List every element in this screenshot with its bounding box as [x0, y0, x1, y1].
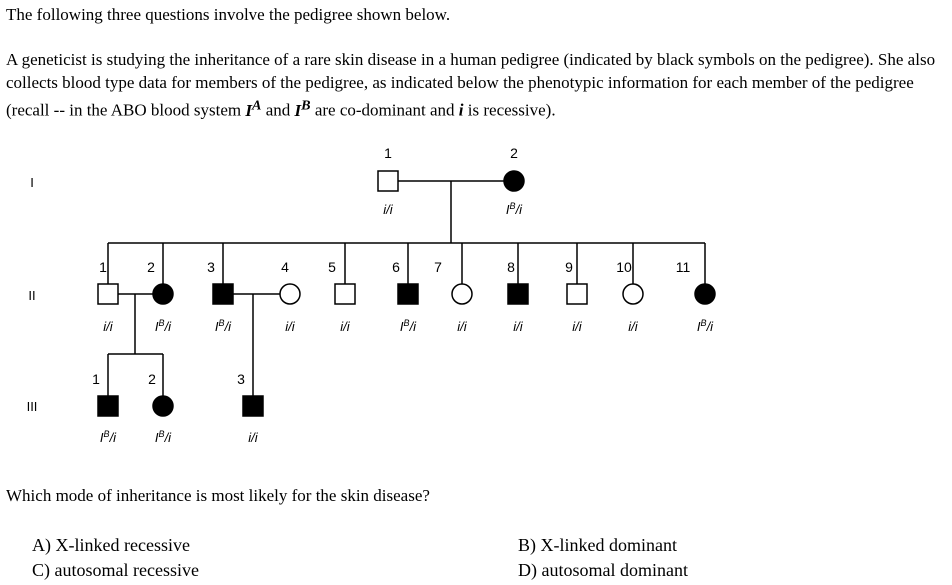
gen2-number-7: 7 — [434, 259, 442, 275]
gen2-number-1: 1 — [99, 259, 107, 275]
allele-i: i — [458, 100, 464, 120]
gen2-4-female-symbol — [280, 284, 300, 304]
choice-c: C) autosomal recessive — [32, 560, 199, 580]
paragraph-part1: A geneticist is studying the inheritance of a rare skin disease in a human pedigree (indicated by black symbols on the pedigree). She also collects blood type data for members of the pedigree, as indicated below the phenotypic information for each member of the pedigree (recall -- in the ABO blood system — [6, 50, 936, 120]
gen2-genotype-1: i/i — [103, 319, 113, 334]
gen3-2-female-symbol — [153, 396, 173, 416]
gen2-number-9: 9 — [565, 259, 573, 275]
gen2-genotype-5: i/i — [340, 319, 350, 334]
gen2-genotype-10: i/i — [628, 319, 638, 334]
gen2-3-male-symbol — [213, 284, 233, 304]
gen2-6-male-symbol — [398, 284, 418, 304]
paragraph-part2: are co-dominant and — [310, 100, 459, 120]
choice-d: D) autosomal dominant — [518, 560, 688, 580]
gen2-number-5: 5 — [328, 259, 336, 275]
gen2-10-female-symbol — [623, 284, 643, 304]
gen2-number-6: 6 — [392, 259, 400, 275]
gen3-1-male-symbol — [98, 396, 118, 416]
gen3-3-male-symbol — [243, 396, 263, 416]
gen2-9-male-symbol — [567, 284, 587, 304]
gen2-number-2: 2 — [147, 259, 155, 275]
gen2-number-10: 10 — [616, 259, 632, 275]
gen1-number-2: 2 — [510, 145, 518, 161]
gen3-genotype-2: $I^B/i$ — [154, 429, 172, 445]
gen2-8-male-symbol — [508, 284, 528, 304]
choice-a: A) X-linked recessive — [32, 535, 190, 555]
gen2-genotype-6: $I^B/i$ — [399, 318, 417, 334]
choice-b: B) X-linked dominant — [518, 535, 677, 555]
gen3-genotype-1: $I^B/i$ — [99, 429, 117, 445]
gen3-number-2: 2 — [148, 371, 156, 387]
gen3-genotype-3: i/i — [248, 430, 258, 445]
problem-paragraph — [6, 48, 946, 122]
gen2-5-male-symbol — [335, 284, 355, 304]
pedigree-chart — [0, 130, 952, 460]
gen2-1-male-symbol — [98, 284, 118, 304]
gen1-2-female-symbol — [504, 171, 524, 191]
gen2-2-female-symbol — [153, 284, 173, 304]
generation-label-III: III — [26, 399, 38, 414]
gen2-number-3: 3 — [207, 259, 215, 275]
gen2-number-11: 11 — [675, 259, 691, 275]
gen2-number-4: 4 — [281, 259, 289, 275]
gen2-number-8: 8 — [507, 259, 515, 275]
gen2-genotype-8: i/i — [513, 319, 523, 334]
gen1-genotype-1: i/i — [383, 202, 393, 217]
gen2-genotype-9: i/i — [572, 319, 582, 334]
gen3-number-3: 3 — [237, 371, 245, 387]
gen2-7-female-symbol — [452, 284, 472, 304]
gen2-genotype-4: i/i — [285, 319, 295, 334]
paragraph-part3: is recessive). — [463, 100, 556, 120]
gen3-number-1: 1 — [92, 371, 100, 387]
generation-label-II: II — [28, 288, 36, 303]
allele-ia: $I^A$ — [245, 97, 262, 120]
gen1-genotype-2: $I^B/i$ — [505, 201, 523, 217]
gen2-genotype-2: $I^B/i$ — [154, 318, 172, 334]
gen2-genotype-3: $I^B/i$ — [214, 318, 232, 334]
intro-text: The following three questions involve the pedigree shown below. — [6, 5, 451, 24]
paragraph-mid: and — [261, 100, 295, 120]
gen2-genotype-7: i/i — [457, 319, 467, 334]
question-text: Which mode of inheritance is most likely for the skin disease? — [6, 486, 430, 505]
generation-label-I: I — [30, 175, 34, 190]
gen2-genotype-11: $I^B/i$ — [696, 318, 714, 334]
gen1-1-male-symbol — [378, 171, 398, 191]
gen2-11-female-symbol — [695, 284, 715, 304]
gen1-number-1: 1 — [384, 145, 392, 161]
allele-ib: $I^B$ — [294, 97, 311, 120]
